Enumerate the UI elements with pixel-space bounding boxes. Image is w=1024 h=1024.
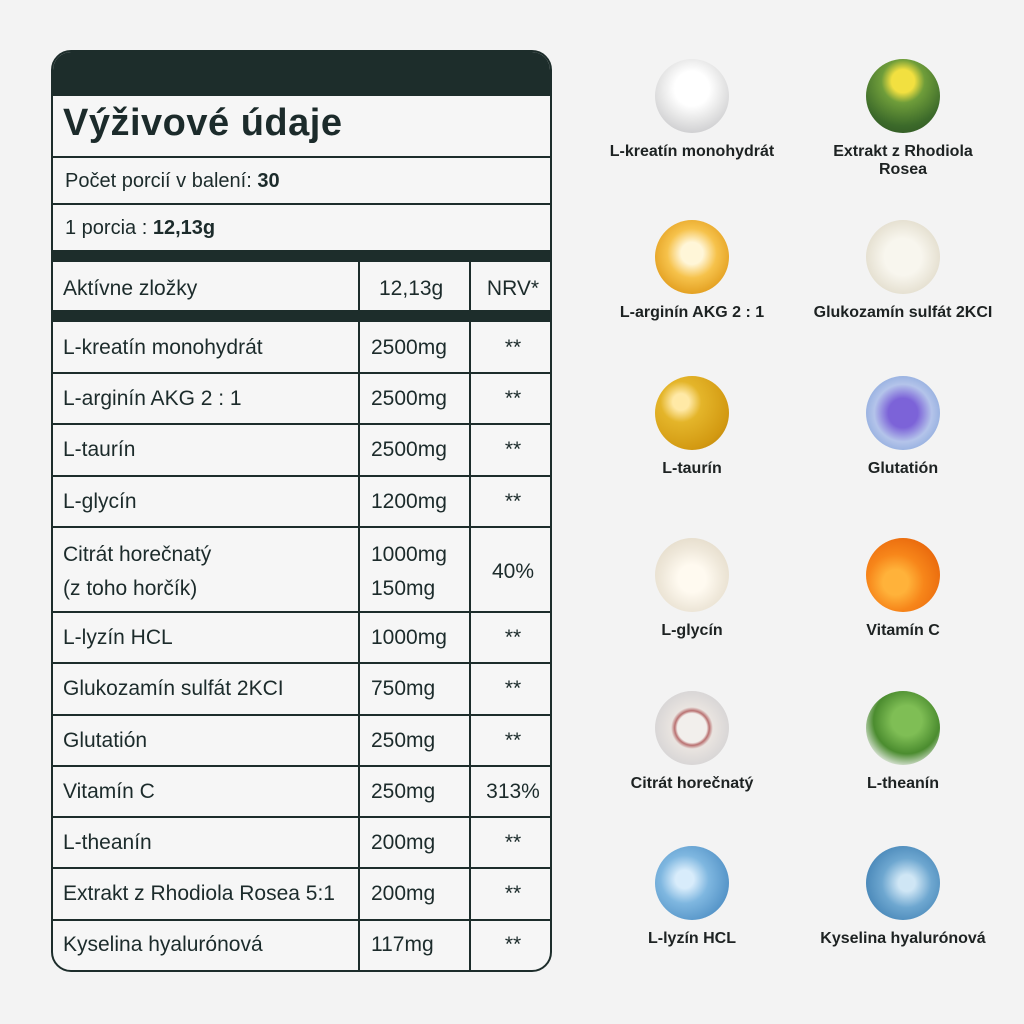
column-divider [358,262,360,972]
ingredient-card [597,220,787,322]
tea-leaves-photo-icon [866,691,940,765]
row-divider [53,714,550,716]
ingredient-label: L-taurín [662,460,722,477]
row-divider [53,816,550,818]
row-name: L-lyzín HCL [63,626,173,649]
row-nrv: 40% [491,560,535,583]
row-amount: 200mg [371,882,436,905]
header-amount: 12,13g [379,277,444,300]
row-divider [53,867,550,869]
row-name-group [63,532,357,612]
servings-label: Počet porcií v balení: [65,170,252,192]
row-name: Vitamín C [63,780,155,803]
row-amount: 2500mg [371,336,447,359]
row-subname: (z toho horčík) [63,577,198,600]
portion-label: 1 porcia : [65,217,148,239]
rhodiola-flower-photo-icon [866,59,940,133]
ingredient-label: Kyselina hyalurónová [820,930,986,947]
ingredient-card [808,59,998,179]
row-nrv: ** [504,336,522,359]
row-amount: 750mg [371,677,436,700]
row-name: L-arginín AKG 2 : 1 [63,387,242,410]
row-divider [53,526,550,528]
row-name: Citrát horečnatý [63,543,212,566]
row-amount: 117mg [371,933,434,956]
white-tablets-photo-icon [655,538,729,612]
servings-line [65,170,280,193]
row-amount: 250mg [371,729,436,752]
ingredient-label: Citrát horečnatý [630,775,754,792]
mineral-stone-photo-icon [655,691,729,765]
row-nrv: ** [504,933,522,956]
row-nrv: ** [504,729,522,752]
row-name: Extrakt z Rhodiola Rosea 5:1 [63,882,335,905]
ingredient-card [808,691,998,793]
divider [53,156,550,158]
ingredient-card [808,846,998,948]
nutrition-table [51,50,552,972]
row-name: Glukozamín sulfát 2KCI [63,677,284,700]
ingredient-card [597,376,787,478]
ingredient-card [597,691,787,793]
servings-value: 30 [257,170,280,192]
divider [53,203,550,205]
row-divider [53,611,550,613]
purple-molecules-photo-icon [866,376,940,450]
row-name: L-theanín [63,831,152,854]
white-powder-photo-icon [655,59,729,133]
table-title: Výživové údaje [63,102,343,144]
row-subamount: 150mg [371,577,436,600]
row-name: L-kreatín monohydrát [63,336,263,359]
row-nrv: ** [504,387,522,410]
row-nrv: ** [504,882,522,905]
portion-value: 12,13g [152,217,216,239]
portion-line [65,217,215,240]
row-amount: 250mg [371,780,436,803]
white-granules-photo-icon [866,220,940,294]
ingredient-label: L-glycín [661,622,723,639]
row-divider [53,423,550,425]
ingredient-card [808,376,998,478]
yellow-crystals-photo-icon [655,220,729,294]
row-name: Glutatión [63,729,148,752]
row-nrv: ** [504,626,522,649]
row-amount: 1200mg [371,490,447,513]
row-divider [53,765,550,767]
thick-divider [53,250,550,262]
row-divider [53,475,550,477]
row-amount: 1000mg [371,543,447,566]
row-amount-group [371,532,471,612]
ingredient-label: L-lyzín HCL [648,930,736,947]
ingredient-label: Extrakt z Rhodiola Rosea [833,143,973,178]
ingredient-card [808,538,998,640]
header-name: Aktívne zložky [63,277,198,300]
row-nrv: 313% [486,780,540,803]
row-nrv: ** [504,831,522,854]
row-divider [53,372,550,374]
row-name: L-glycín [63,490,137,513]
row-name: Kyselina hyalurónová [63,933,263,956]
ingredient-label: L-arginín AKG 2 : 1 [619,304,765,321]
row-name: L-taurín [63,438,136,461]
ingredient-card [597,538,787,640]
row-divider [53,662,550,664]
row-nrv: ** [504,677,522,700]
oranges-photo-icon [866,538,940,612]
row-amount: 2500mg [371,387,447,410]
ingredient-card [597,59,787,161]
ingredient-card [597,846,787,948]
header-nrv: NRV* [486,277,540,300]
row-nrv: ** [504,490,522,513]
ingredient-label: L-kreatín monohydrát [609,143,775,160]
water-drops-photo-icon [655,846,729,920]
row-amount: 2500mg [371,438,447,461]
row-amount: 1000mg [371,626,447,649]
oil-bubbles-photo-icon [655,376,729,450]
row-nrv: ** [504,438,522,461]
ingredient-label: Glutatión [867,460,939,477]
ingredient-label: Vitamín C [866,622,940,639]
ingredient-label: L-theanín [867,775,939,792]
table-top-bar [53,52,550,96]
row-amount: 200mg [371,831,436,854]
serum-dropper-photo-icon [866,846,940,920]
thick-divider [53,310,550,322]
ingredient-card [808,220,998,322]
ingredient-label: Glukozamín sulfát 2KCI [813,304,993,321]
